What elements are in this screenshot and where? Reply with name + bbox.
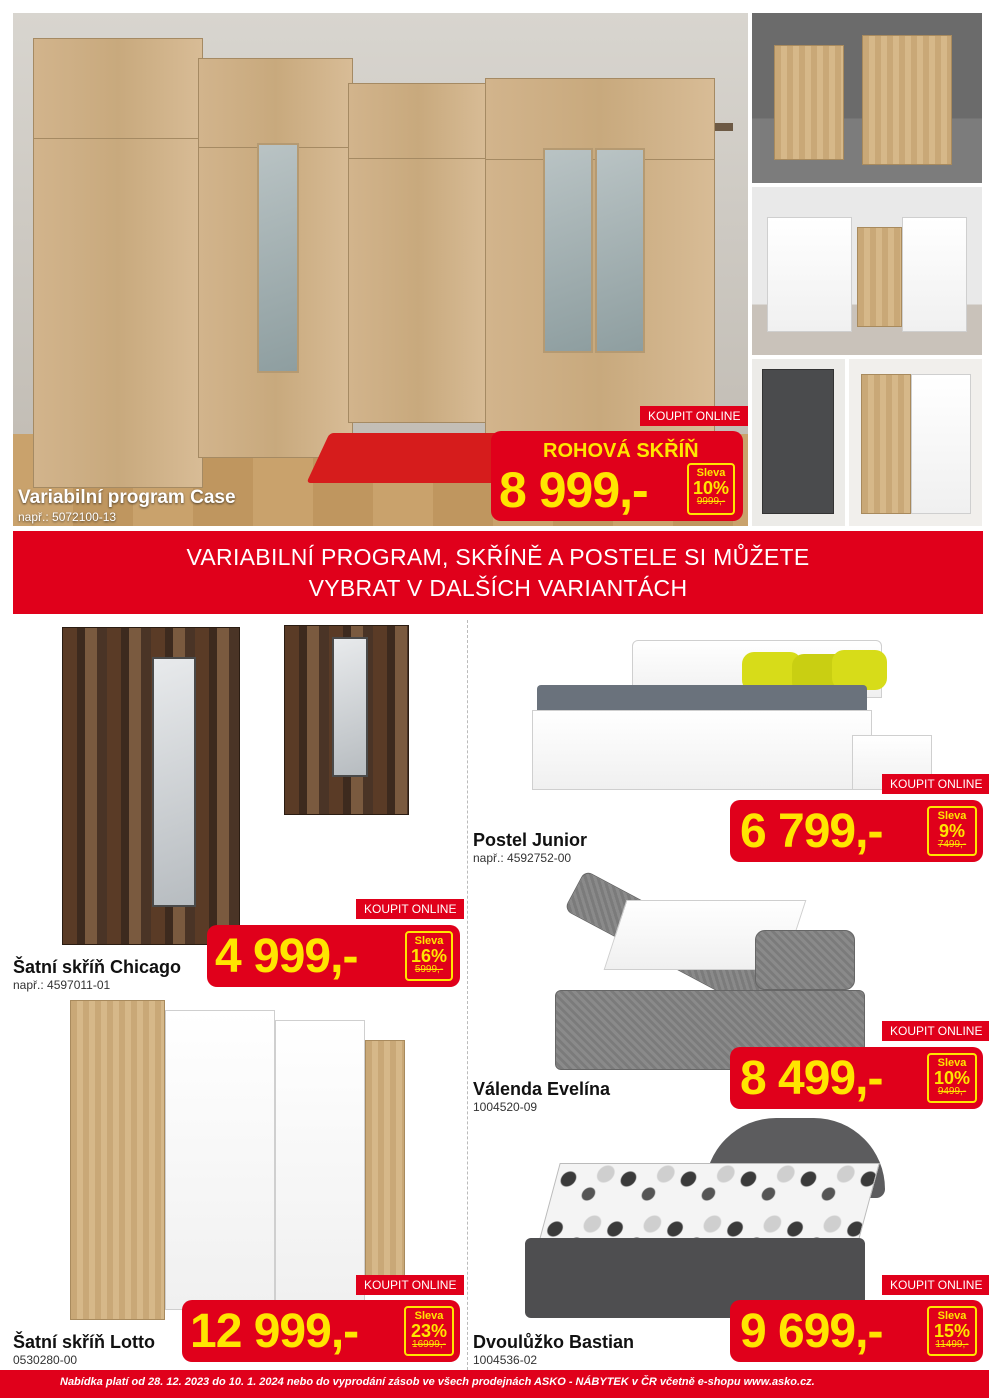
banner-line-1: VARIABILNÍ PROGRAM, SKŘÍNĚ A POSTELE SI MŮŽETE [186,544,810,570]
bastian-code: 1004536-02 [473,1353,538,1367]
bastian-buy-online-button[interactable]: KOUPIT ONLINE [882,1275,989,1295]
bastian-discount-badge: Sleva 15% 11499,- [927,1306,977,1356]
bastian-price-box [730,1300,983,1362]
thumbnail-corner-wardrobe-white [752,187,982,355]
hero-title: Variabilní program Case [18,487,236,508]
hero-price-box [491,431,743,521]
junior-buy-online-button[interactable]: KOUPIT ONLINE [882,774,989,794]
hero-code: např.: 5072100-13 [18,510,117,524]
lotto-name: Šatní skříň Lotto [13,1332,156,1352]
junior-name: Postel Junior [473,830,588,850]
banner-line-2: VYBRAT V DALŠÍCH VARIANTÁCH [308,575,688,601]
product-image-chicago [62,627,240,945]
hero-product-label: ROHOVÁ SKŘÍŇ [543,440,699,462]
chicago-discount-badge: Sleva 16% 5999,- [405,931,453,981]
junior-discount-badge: Sleva 9% 7499,- [927,806,977,856]
evelina-price: 8 499,- [740,1052,883,1105]
bastian-price: 9 699,- [740,1305,883,1358]
hero-price: 8 999,- [499,462,648,518]
evelina-name: Válenda Evelína [473,1079,611,1099]
chicago-name: Šatní skříň Chicago [13,957,182,977]
evelina-price-box [730,1047,983,1109]
bastian-name: Dvoulůžko Bastian [473,1332,635,1352]
hero-discount-badge: Sleva 10% 9999,- [687,463,735,515]
evelina-code: 1004520-09 [473,1100,538,1114]
lotto-code: 0530280-00 [13,1353,78,1367]
thumbnail-corner-wardrobe-small [849,359,982,526]
evelina-discount-badge: Sleva 10% 9499,- [927,1053,977,1103]
chicago-code: např.: 4597011-01 [13,978,111,992]
product-image-junior-bed [522,640,942,805]
junior-price: 6 799,- [740,805,883,858]
chicago-price-box [207,925,460,987]
junior-code: např.: 4592752-00 [473,851,572,865]
variants-banner [13,531,983,614]
lotto-buy-online-button[interactable]: KOUPIT ONLINE [356,1275,464,1295]
lotto-price: 12 999,- [190,1305,359,1358]
chicago-price: 4 999,- [215,930,358,983]
lotto-price-box [182,1300,460,1362]
lotto-discount-badge: Sleva 23% 16999,- [404,1306,454,1356]
evelina-buy-online-button[interactable]: KOUPIT ONLINE [882,1021,989,1041]
thumbnail-corner-wardrobe-oak [752,13,982,183]
thumbnail-wardrobe-anthracite [752,359,845,526]
column-divider [467,620,468,1370]
chicago-buy-online-button[interactable]: KOUPIT ONLINE [356,899,464,919]
product-image-chicago-variant [284,625,409,815]
hero-buy-online-button[interactable]: KOUPIT ONLINE [640,406,748,426]
product-image-lotto [70,1000,405,1330]
junior-price-box [730,800,983,862]
offer-validity-footer: Nabídka platí od 28. 12. 2023 do 10. 1. 2024 nebo do vyprodání zásob ve všech prodejnách ASKO - NÁBYTEK v ČR včetně e-shopu www.asko.cz. [0,1370,989,1398]
